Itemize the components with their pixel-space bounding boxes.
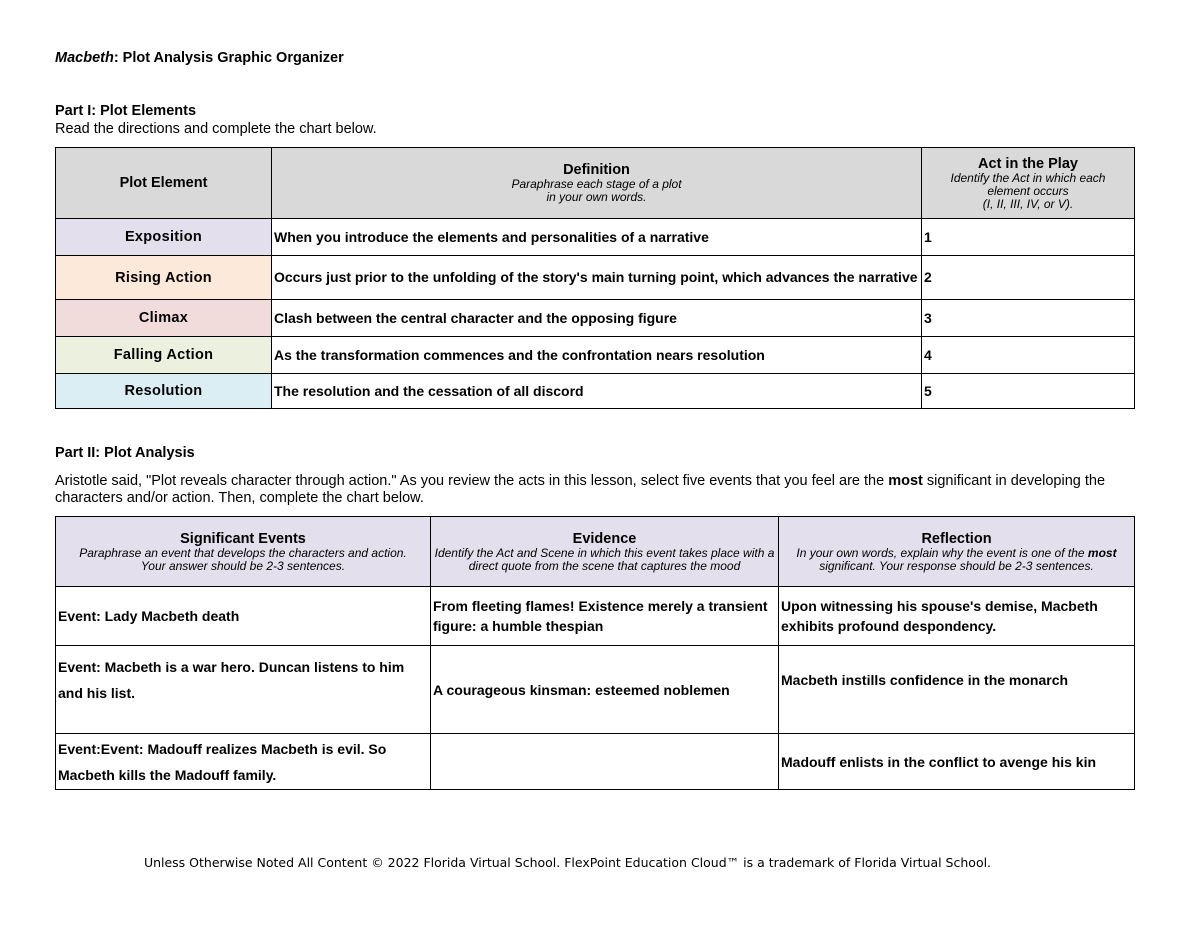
header-evidence: Evidence Identify the Act and Scene in which this event takes place with a direct quote from the scene that captures the mood [431, 517, 779, 587]
part2-directions-start: Aristotle said, "Plot reveals character through action." As you review the acts in this lesson, select five events that you feel are the [55, 473, 889, 489]
header-reflection: Reflection In your own words, explain why the event is one of the most significant. Your response should be 2-3 sentences. [779, 517, 1135, 587]
act-cell[interactable]: 4 [922, 337, 1135, 374]
plot-elements-table [55, 147, 1135, 409]
part2-heading: Part II: Plot Analysis [55, 445, 195, 461]
table-row [56, 300, 1135, 337]
act-cell[interactable]: 1 [922, 219, 1135, 256]
table-row [56, 337, 1135, 374]
definition-cell[interactable]: As the transformation commences and the confrontation nears resolution [272, 337, 922, 374]
reflection-cell[interactable]: Madouff enlists in the conflict to avenge his kin [779, 734, 1135, 790]
plot-element-cell: Falling Action [56, 337, 272, 374]
evidence-cell[interactable] [431, 734, 779, 790]
definition-cell[interactable]: Clash between the central character and the opposing figure [272, 300, 922, 337]
event-cell[interactable]: Event: Lady Macbeth death [56, 587, 431, 646]
plot-element-cell: Resolution [56, 374, 272, 409]
table-row [56, 734, 1135, 790]
header-act-in-play: Act in the Play Identify the Act in which each element occurs (I, II, III, IV, or V). [922, 148, 1135, 219]
plot-analysis-header-row [56, 517, 1135, 587]
evidence-cell[interactable]: A courageous kinsman: esteemed noblemen [431, 646, 779, 734]
title-rest: : Plot Analysis Graphic Organizer [113, 50, 344, 66]
plot-elements-header-row [56, 148, 1135, 219]
table-row [56, 219, 1135, 256]
definition-cell[interactable]: When you introduce the elements and personalities of a narrative [272, 219, 922, 256]
document-title [55, 50, 344, 66]
plot-analysis-table [55, 516, 1135, 790]
reflection-cell[interactable]: Upon witnessing his spouse's demise, Macbeth exhibits profound despondency. [779, 587, 1135, 646]
evidence-cell[interactable]: From fleeting flames! Existence merely a transient figure: a humble thespian [431, 587, 779, 646]
copyright-footer: Unless Otherwise Noted All Content © 2022 Florida Virtual School. FlexPoint Education Cloud™ is a trademark of Florida Virtual School. [143, 855, 992, 870]
header-significant-events: Significant Events Paraphrase an event that develops the characters and action. Your answer should be 2-3 sentences. [56, 517, 431, 587]
part2-directions-emphasis: most [888, 473, 923, 489]
plot-element-cell: Rising Action [56, 256, 272, 300]
event-cell[interactable]: Event:Event: Madouff realizes Macbeth is evil. So Macbeth kills the Madouff family. [56, 734, 431, 790]
reflection-cell[interactable]: Macbeth instills confidence in the monarch [779, 646, 1135, 734]
header-plot-element: Plot Element [56, 148, 272, 219]
definition-cell[interactable]: Occurs just prior to the unfolding of the story's main turning point, which advances the narrative [272, 256, 922, 300]
title-play-name: Macbeth [55, 50, 114, 66]
plot-element-cell: Exposition [56, 219, 272, 256]
part2-directions [55, 473, 1115, 507]
table-row [56, 646, 1135, 734]
act-cell[interactable]: 2 [922, 256, 1135, 300]
act-cell[interactable]: 3 [922, 300, 1135, 337]
header-definition: Definition Paraphrase each stage of a plot in your own words. [272, 148, 922, 219]
table-row [56, 256, 1135, 300]
part2-directions-end: significant in developing the characters and/or action. Then, complete the chart below. [55, 473, 1106, 506]
act-cell[interactable]: 5 [922, 374, 1135, 409]
part1-directions: Read the directions and complete the chart below. [55, 121, 377, 137]
part1-heading: Part I: Plot Elements [55, 103, 197, 119]
plot-element-cell: Climax [56, 300, 272, 337]
definition-cell[interactable]: The resolution and the cessation of all discord [272, 374, 922, 409]
table-row [56, 587, 1135, 646]
table-row [56, 374, 1135, 409]
event-cell[interactable]: Event: Macbeth is a war hero. Duncan listens to him and his list. [56, 646, 431, 734]
